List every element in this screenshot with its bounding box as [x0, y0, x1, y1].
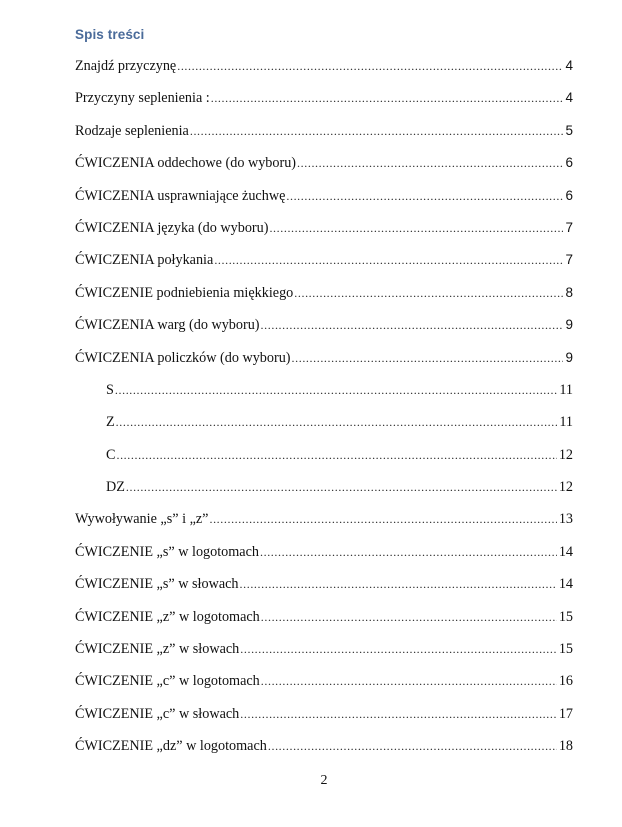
- toc-entry-page: 4: [565, 90, 573, 106]
- toc-entry-page: 14: [558, 543, 573, 560]
- toc-entry-page: 11: [559, 414, 573, 431]
- toc-entry[interactable]: [75, 348, 573, 380]
- toc-entry-title: DZ: [106, 479, 125, 496]
- toc-entry[interactable]: [75, 704, 573, 736]
- toc-entry[interactable]: [75, 315, 573, 347]
- dot-leader: [177, 56, 563, 76]
- dot-leader: [115, 380, 557, 400]
- toc-entry[interactable]: [75, 250, 573, 282]
- toc-subentry[interactable]: [75, 477, 573, 509]
- toc-entry-page: 4: [565, 58, 573, 73]
- toc-entry-page: 6: [565, 187, 573, 203]
- table-of-contents: [75, 56, 573, 769]
- dot-leader: [261, 607, 557, 627]
- toc-entry-title: Rodzaje seplenienia: [75, 122, 189, 139]
- toc-entry[interactable]: [75, 542, 573, 574]
- toc-entry[interactable]: [75, 56, 573, 88]
- toc-entry[interactable]: [75, 639, 573, 671]
- toc-entry-title: Przyczyny seplenienia :: [75, 90, 210, 107]
- toc-subentry[interactable]: [75, 445, 573, 477]
- dot-leader: [269, 218, 563, 238]
- toc-entry-page: 18: [558, 738, 573, 755]
- dot-leader: [126, 477, 557, 497]
- dot-leader: [260, 542, 557, 562]
- toc-entry-title: Znajdź przyczynę: [75, 58, 177, 74]
- toc-entry[interactable]: [75, 153, 573, 185]
- toc-entry-title: ĆWICZENIE „z” w logotomach: [75, 608, 260, 625]
- dot-leader: [261, 671, 557, 691]
- dot-leader: [268, 736, 557, 756]
- dot-leader: [190, 121, 564, 141]
- dot-leader: [211, 88, 564, 108]
- toc-entry-title: ĆWICZENIE „dz” w logotomach: [75, 738, 267, 755]
- toc-entry-page: 9: [565, 349, 573, 365]
- toc-entry-page: 11: [559, 381, 573, 398]
- dot-leader: [240, 574, 557, 594]
- toc-entry[interactable]: [75, 283, 573, 315]
- toc-entry-page: 9: [565, 317, 573, 333]
- toc-entry-title: ĆWICZENIE „z” w słowach: [75, 641, 240, 658]
- dot-leader: [297, 153, 563, 173]
- toc-subentry[interactable]: [75, 380, 573, 412]
- toc-entry-page: 7: [565, 219, 573, 235]
- toc-entry-title: ĆWICZENIE „c” w słowach: [75, 705, 240, 722]
- toc-entry-page: 16: [558, 673, 573, 690]
- toc-entry-title: ĆWICZENIA połykania: [75, 252, 214, 269]
- toc-entry[interactable]: [75, 607, 573, 639]
- toc-entry[interactable]: [75, 121, 573, 153]
- toc-entry[interactable]: [75, 186, 573, 218]
- toc-entry-title: Wywoływanie „s” i „z”: [75, 511, 209, 528]
- toc-entry-title: ĆWICZENIA języka (do wyboru): [75, 219, 269, 236]
- dot-leader: [209, 509, 556, 529]
- toc-entry-page: 15: [558, 641, 573, 658]
- toc-entry-title: ĆWICZENIE „s” w logotomach: [75, 543, 259, 560]
- toc-heading: Spis treści: [75, 27, 145, 42]
- toc-entry[interactable]: [75, 509, 573, 541]
- toc-entry-page: 12: [558, 479, 573, 496]
- page-number: 2: [320, 773, 328, 788]
- toc-entry-page: 13: [558, 511, 573, 528]
- toc-entry-page: 6: [565, 155, 573, 171]
- toc-entry-title: ĆWICZENIA usprawniające żuchwę: [75, 187, 286, 204]
- toc-entry-page: 5: [565, 122, 573, 138]
- toc-entry-page: 14: [558, 576, 573, 593]
- dot-leader: [240, 704, 557, 724]
- dot-leader: [292, 348, 564, 368]
- dot-leader: [294, 283, 563, 303]
- toc-entry[interactable]: [75, 671, 573, 703]
- toc-entry-page: 17: [558, 705, 573, 722]
- toc-entry-title: ĆWICZENIE „s” w słowach: [75, 576, 239, 593]
- toc-entry-page: 15: [558, 608, 573, 625]
- toc-subentry[interactable]: [75, 412, 573, 444]
- toc-entry[interactable]: [75, 574, 573, 606]
- dot-leader: [286, 186, 563, 206]
- toc-entry-title: ĆWICZENIE „c” w logotomach: [75, 673, 260, 690]
- dot-leader: [116, 445, 556, 465]
- toc-entry-title: ĆWICZENIA warg (do wyboru): [75, 317, 260, 334]
- toc-entry[interactable]: [75, 736, 573, 768]
- toc-entry-page: 7: [565, 252, 573, 268]
- dot-leader: [261, 315, 564, 335]
- toc-entry-title: ĆWICZENIA oddechowe (do wyboru): [75, 155, 297, 172]
- dot-leader: [116, 412, 558, 432]
- dot-leader: [240, 639, 557, 659]
- toc-entry-title: ĆWICZENIA policzków (do wyboru): [75, 349, 291, 366]
- toc-entry-title: C: [106, 446, 116, 463]
- toc-entry-page: 12: [558, 446, 573, 463]
- toc-entry[interactable]: [75, 88, 573, 120]
- toc-entry-title: ĆWICZENIE podniebienia miękkiego: [75, 284, 294, 301]
- toc-entry-page: 8: [565, 284, 573, 300]
- toc-entry-title: Z: [106, 414, 115, 431]
- dot-leader: [214, 250, 563, 270]
- toc-entry[interactable]: [75, 218, 573, 250]
- toc-entry-title: S: [106, 381, 114, 398]
